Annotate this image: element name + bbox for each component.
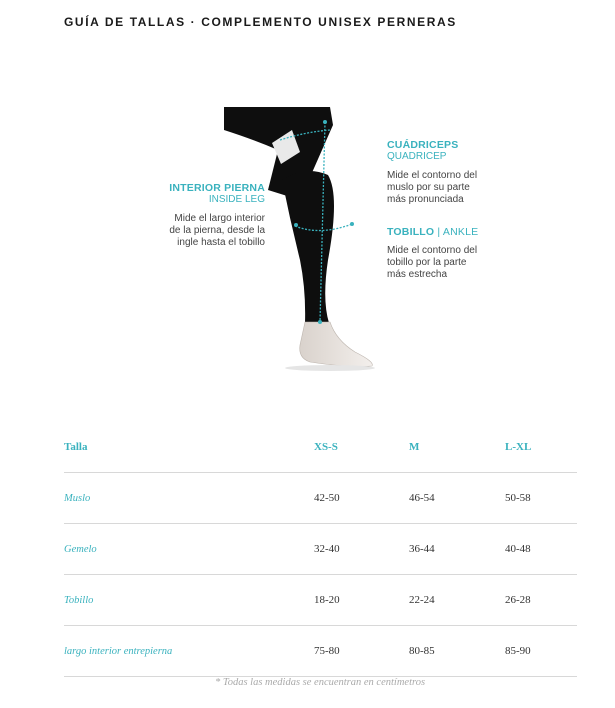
row-label: largo interior entrepierna [64,626,314,677]
cell-value: 42-50 [314,473,409,524]
cell-value: 75-80 [314,626,409,677]
table-row [64,626,577,677]
header-size: Talla [64,422,314,473]
header-l-xl: L-XL [505,422,577,473]
table-row [64,473,577,524]
row-label: Muslo [64,473,314,524]
table-row [64,575,577,626]
size-table [64,422,577,677]
cell-value: 46-54 [409,473,505,524]
header-m: M [409,422,505,473]
inside-leg-description: Mide el largo interior de la pierna, desde la ingle hasta el tobillo [169,213,265,248]
table-row [64,524,577,575]
quadricep-subheading: QUADRICEP [387,151,447,162]
cell-value: 50-58 [505,473,577,524]
inside-leg-subheading: INSIDE LEG [208,194,265,205]
ankle-heading: TOBILLO | ANKLE [387,226,479,238]
cell-value: 26-28 [505,575,577,626]
header-xs-s: XS-S [314,422,409,473]
ankle-description: Mide el contorno del tobillo por la parte más estrecha [387,245,478,280]
quadricep-description: Mide el contorno del muslo por su parte más pronunciada [387,170,478,205]
inside-leg-label [150,182,265,249]
inside-leg-heading: INTERIOR PIERNA [169,182,265,194]
page-title: GUÍA DE TALLAS · COMPLEMENTO UNISEX PERNERAS [64,15,457,29]
cell-value: 18-20 [314,575,409,626]
cell-value: 40-48 [505,524,577,575]
cell-value: 85-90 [505,626,577,677]
quadricep-label [387,139,507,206]
row-label: Gemelo [64,524,314,575]
footnote: * Todas las medidas se encuentran en centímetros [214,677,426,688]
cell-value: 22-24 [409,575,505,626]
row-label: Tobillo [64,575,314,626]
shin-sleeve [282,171,334,323]
cell-value: 36-44 [409,524,505,575]
quadricep-heading: CUÁDRICEPS [387,139,459,151]
foot [300,322,373,367]
table-header-row [64,422,577,473]
ankle-label [387,226,507,281]
cell-value: 80-85 [409,626,505,677]
cell-value: 32-40 [314,524,409,575]
